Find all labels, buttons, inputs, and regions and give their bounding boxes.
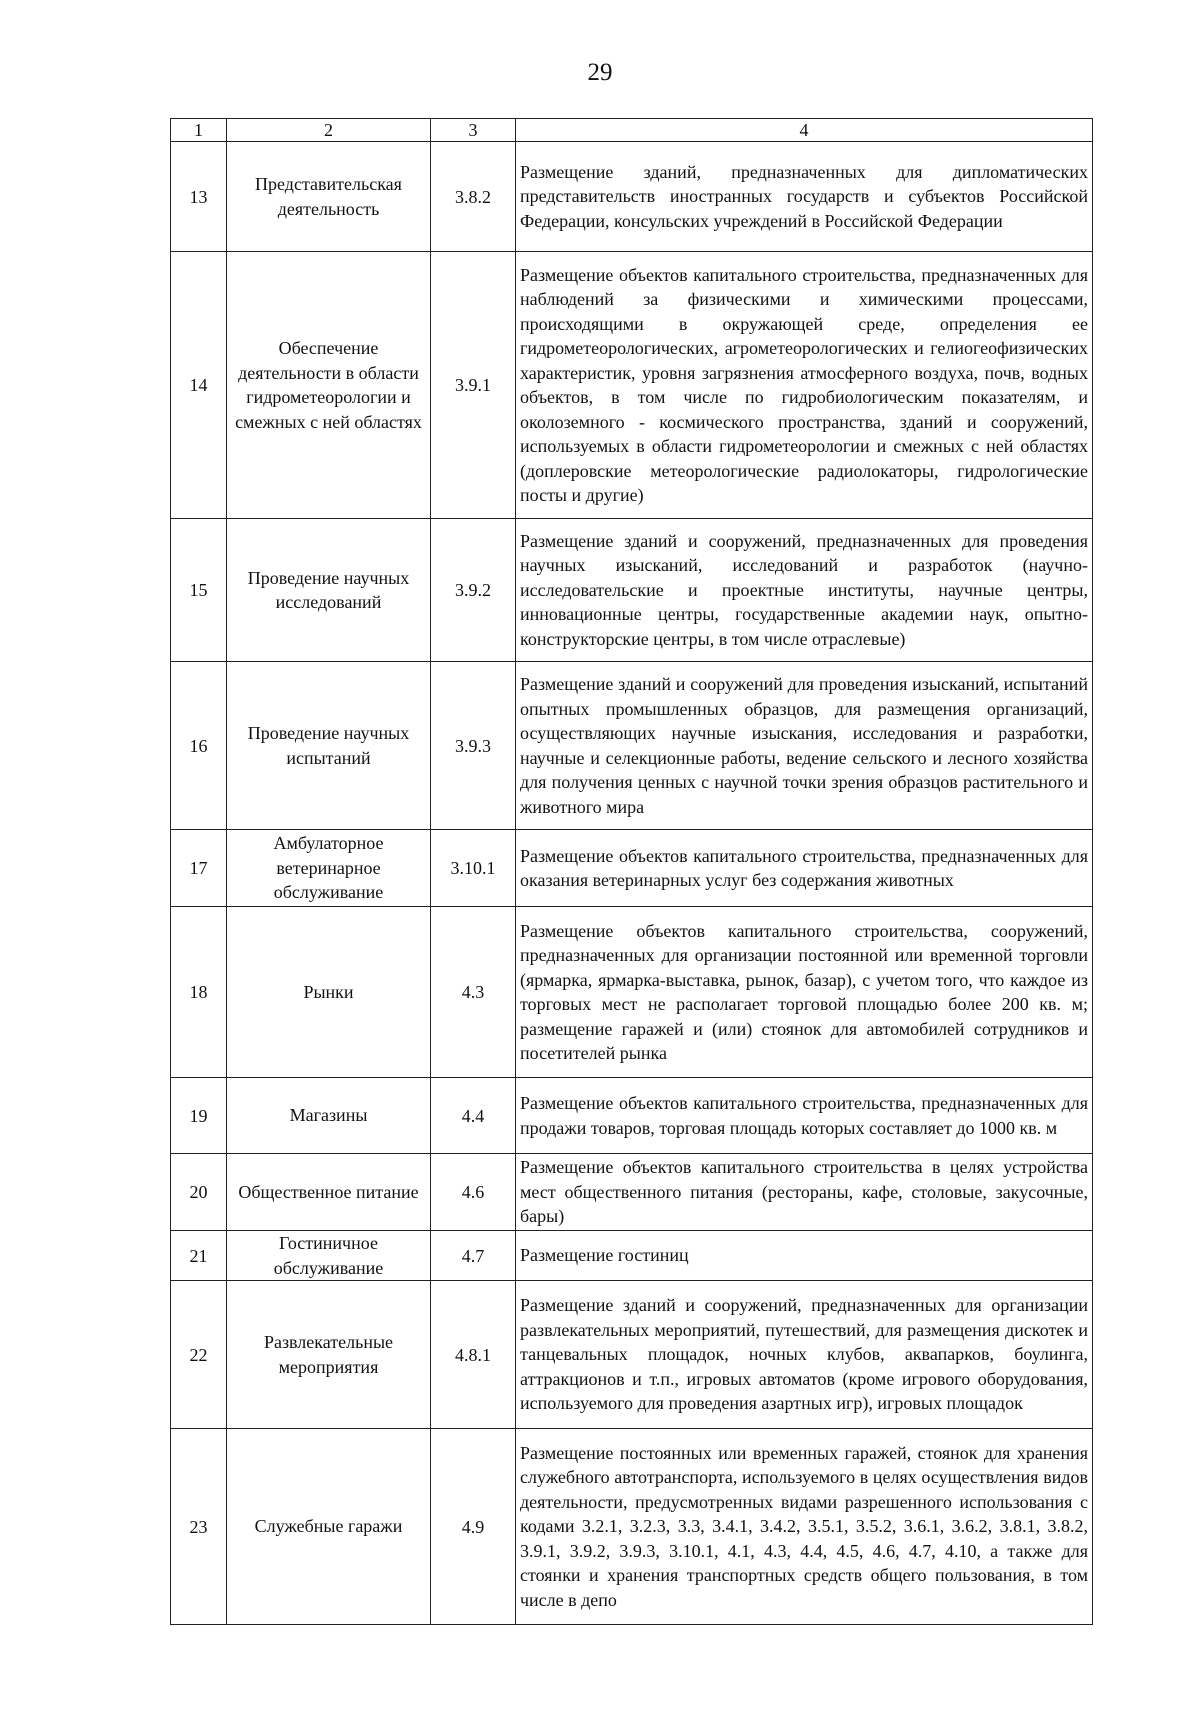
column-number-1: 1 — [171, 119, 227, 142]
use-type-description: Размещение объектов капитального строительства, предназначенных для продажи товаров, торговая площадь которых составляет до 1000 кв. м — [516, 1078, 1093, 1154]
use-type-name: Служебные гаражи — [227, 1429, 431, 1625]
row-number: 14 — [171, 252, 227, 519]
use-type-name: Гостиничное обслуживание — [227, 1231, 431, 1281]
table-row — [171, 907, 1093, 1078]
table-row — [171, 142, 1093, 252]
use-type-code: 4.6 — [431, 1154, 516, 1231]
use-type-code: 4.8.1 — [431, 1281, 516, 1429]
use-type-description: Размещение постоянных или временных гаражей, стоянок для хранения служебного автотранспорта, используемого в целях осуществления видов деятельности, предусмотренных видами разрешенного использования с кодами 3.2.1, 3.2.3, 3.3, 3.4.1, 3.4.2, 3.5.1, 3.5.2, 3.6.1, 3.6.2, 3.8.1, 3.8.2, 3.9.1, 3.9.2, 3.9.3, 3.10.1, 4.1, 4.3, 4.4, 4.5, 4.6, 4.7, 4.10, а также для стоянки и хранения транспортных средств общего пользования, в том числе в депо — [516, 1429, 1093, 1625]
row-number: 15 — [171, 519, 227, 662]
use-type-code: 3.9.3 — [431, 662, 516, 830]
use-type-name: Обеспечение деятельности в области гидрометеорологии и смежных с ней областях — [227, 252, 431, 519]
use-type-name: Амбулаторное ветеринарное обслуживание — [227, 830, 431, 907]
column-number-3: 3 — [431, 119, 516, 142]
row-number: 17 — [171, 830, 227, 907]
use-type-description: Размещение зданий, предназначенных для дипломатических представительств иностранных государств и субъектов Российской Федерации, консульских учреждений в Российской Федерации — [516, 142, 1093, 252]
use-type-description: Размещение объектов капитального строительства, предназначенных для оказания ветеринарных услуг без содержания животных — [516, 830, 1093, 907]
use-type-name: Общественное питание — [227, 1154, 431, 1231]
land-use-table — [170, 118, 1093, 1625]
table-row — [171, 830, 1093, 907]
row-number: 13 — [171, 142, 227, 252]
use-type-name: Проведение научных исследований — [227, 519, 431, 662]
use-type-name: Развлекательные мероприятия — [227, 1281, 431, 1429]
table-row — [171, 662, 1093, 830]
use-type-code: 4.4 — [431, 1078, 516, 1154]
use-type-description: Размещение гостиниц — [516, 1231, 1093, 1281]
use-type-description: Размещение объектов капитального строительства, сооружений, предназначенных для организации постоянной или временной торговли (ярмарка, ярмарка-выставка, рынок, базар), с учетом того, что каждое из торговых мест не располагает торговой площадью более 200 кв. м; размещение гаражей и (или) стоянок для автомобилей сотрудников и посетителей рынка — [516, 907, 1093, 1078]
use-type-description: Размещение объектов капитального строительства, предназначенных для наблюдений за физическими и химическими процессами, происходящими в окружающей среде, определения ее гидрометеорологических, агрометеорологических и гелиогеофизических характеристик, уровня загрязнения атмосферного воздуха, почв, водных объектов, в том числе по гидробиологическим показателям, и околоземного - космического пространства, зданий и сооружений, используемых в области гидрометеорологии и смежных с ней областях (доплеровские метеорологические радиолокаторы, гидрологические посты и другие) — [516, 252, 1093, 519]
row-number: 23 — [171, 1429, 227, 1625]
page-number: 29 — [587, 59, 613, 86]
table-row — [171, 1154, 1093, 1231]
table-row — [171, 1231, 1093, 1281]
use-type-description: Размещение объектов капитального строительства в целях устройства мест общественного питания (рестораны, кафе, столовые, закусочные, бары) — [516, 1154, 1093, 1231]
row-number: 19 — [171, 1078, 227, 1154]
table-row — [171, 1281, 1093, 1429]
use-type-name: Магазины — [227, 1078, 431, 1154]
use-type-name: Представительская деятельность — [227, 142, 431, 252]
row-number: 20 — [171, 1154, 227, 1231]
use-type-description: Размещение зданий и сооружений для проведения изысканий, испытаний опытных промышленных образцов, для размещения организаций, осуществляющих научные изыскания, исследования и разработки, научные и селекционные работы, ведение сельского и лесного хозяйства для получения ценных с научной точки зрения образцов растительного и животного мира — [516, 662, 1093, 830]
row-number: 18 — [171, 907, 227, 1078]
use-type-code: 4.7 — [431, 1231, 516, 1281]
row-number: 21 — [171, 1231, 227, 1281]
use-type-code: 3.9.2 — [431, 519, 516, 662]
use-type-name: Проведение научных испытаний — [227, 662, 431, 830]
use-type-code: 3.10.1 — [431, 830, 516, 907]
use-type-code: 4.9 — [431, 1429, 516, 1625]
use-type-name: Рынки — [227, 907, 431, 1078]
use-type-code: 3.8.2 — [431, 142, 516, 252]
table-row — [171, 1429, 1093, 1625]
use-type-code: 3.9.1 — [431, 252, 516, 519]
row-number: 16 — [171, 662, 227, 830]
use-type-code: 4.3 — [431, 907, 516, 1078]
table-row — [171, 252, 1093, 519]
use-type-description: Размещение зданий и сооружений, предназначенных для организации развлекательных мероприятий, путешествий, для размещения дискотек и танцевальных площадок, ночных клубов, аквапарков, боулинга, аттракционов и т.п., игровых автоматов (кроме игрового оборудования, используемого для проведения азартных игр), игровых площадок — [516, 1281, 1093, 1429]
use-type-description: Размещение зданий и сооружений, предназначенных для проведения научных изысканий, исследований и разработок (научно-исследовательские и проектные институты, научные центры, инновационные центры, государственные академии наук, опытно-конструкторские центры, в том числе отраслевые) — [516, 519, 1093, 662]
table-header-row — [171, 119, 1093, 142]
column-number-2: 2 — [227, 119, 431, 142]
table-row — [171, 519, 1093, 662]
table-row — [171, 1078, 1093, 1154]
column-number-4: 4 — [516, 119, 1093, 142]
row-number: 22 — [171, 1281, 227, 1429]
